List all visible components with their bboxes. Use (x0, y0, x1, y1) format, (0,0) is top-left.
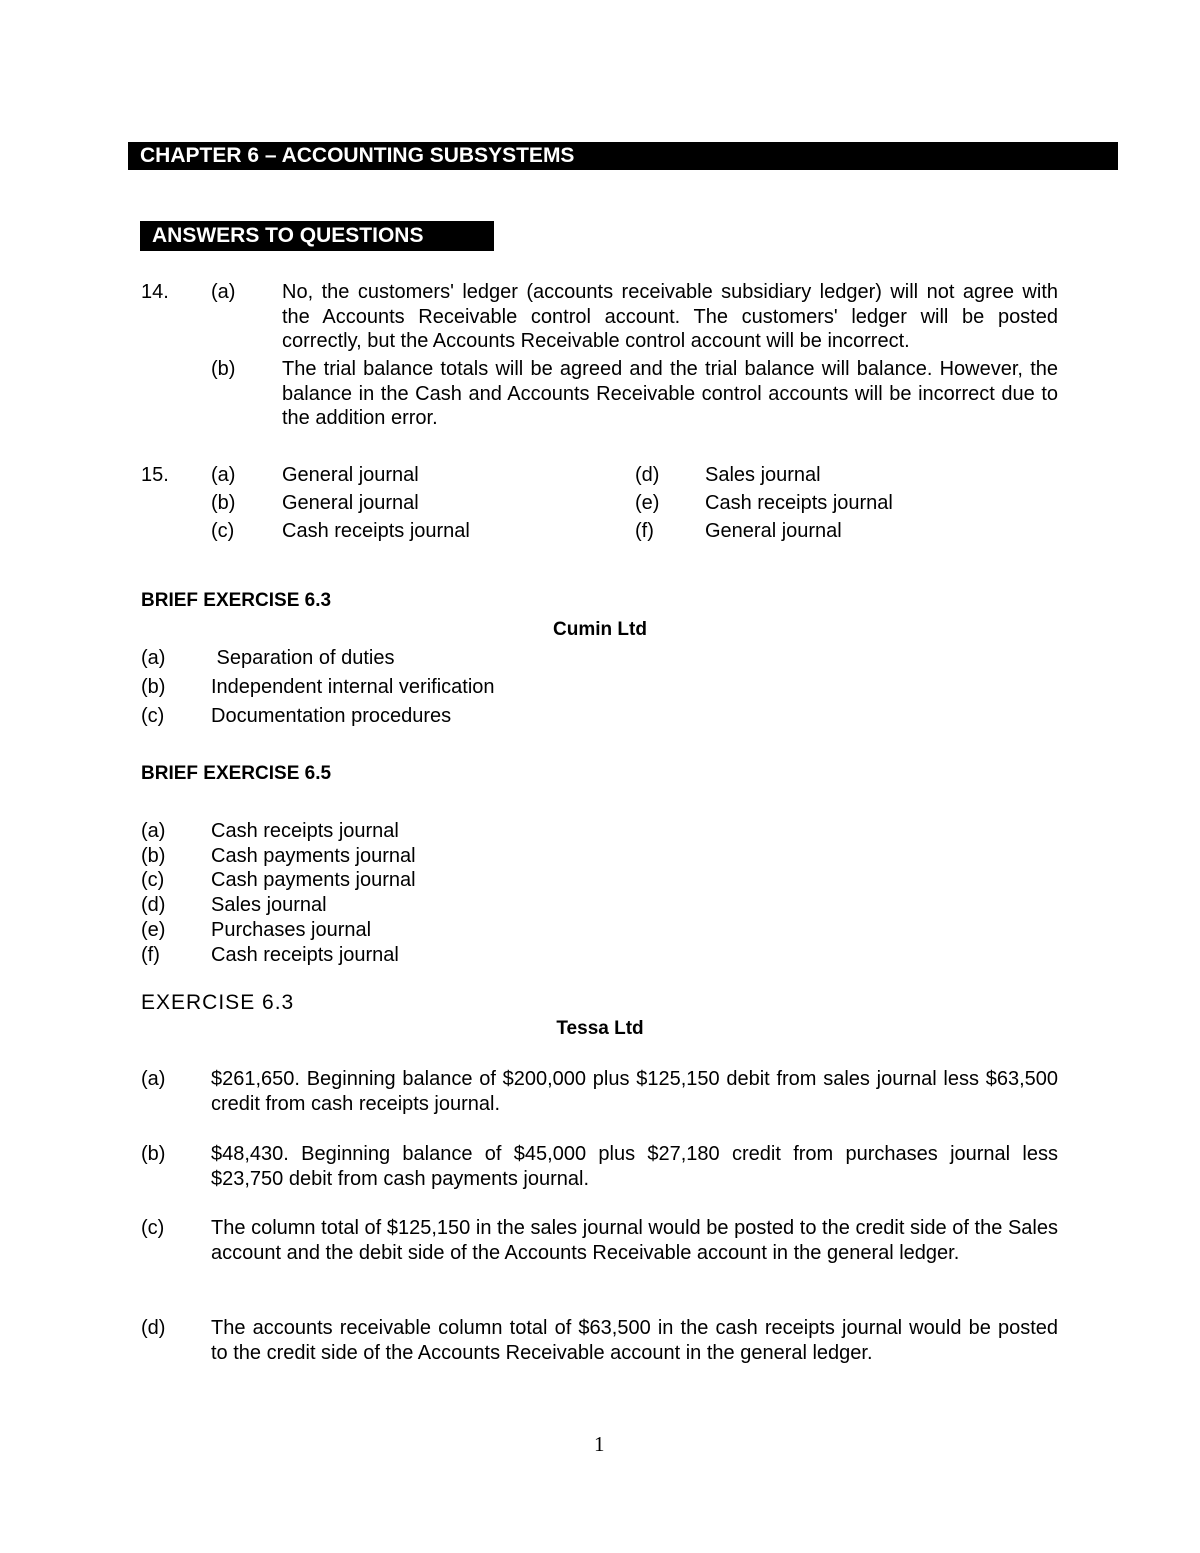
item-text: Sales journal (705, 464, 821, 486)
company-name: Cumin Ltd (553, 619, 647, 640)
item-text: Purchases journal (211, 919, 372, 941)
item-text: Cash receipts journal (705, 492, 893, 514)
answer-text: The accounts receivable column total of $63,500 in the cash receipts journal would be posted to the credit side of the Accounts Receivable account in the general ledger. (211, 1317, 1058, 1364)
item-label: (a) (141, 647, 166, 669)
answer-text: $261,650. Beginning balance of $200,000 plus $125,150 debit from sales journal less $63,500 credit from cash receipts journal. (211, 1068, 1058, 1115)
item-text: Sales journal (211, 894, 327, 916)
section-title: ANSWERS TO QUESTIONS (140, 221, 494, 251)
section-heading: EXERCISE 6.3 (141, 991, 295, 1014)
chapter-title: CHAPTER 6 – ACCOUNTING SUBSYSTEMS (128, 142, 1118, 170)
question-number: 14. (141, 281, 169, 303)
item-text: Cash payments journal (211, 845, 416, 867)
item-label: (a) (141, 1068, 166, 1090)
item-label: (c) (141, 1217, 165, 1239)
item-label: (a) (211, 464, 236, 486)
item-label: (b) (141, 1143, 166, 1165)
item-label: (b) (141, 845, 166, 867)
item-label: (c) (141, 869, 165, 891)
item-label: (d) (141, 894, 166, 916)
item-label: (c) (211, 520, 235, 542)
answer-text: The trial balance totals will be agreed and the trial balance will balance. However, the balance in the Cash and Accounts Receivable control accounts will be incorrect due to the addition error. (282, 358, 1058, 429)
answer-text: No, the customers' ledger (accounts receivable subsidiary ledger) will not agree with the Accounts Receivable control account. The customers' ledger will be posted correctly, but the Accounts Receivable control account will be incorrect. (282, 281, 1058, 352)
item-label: (a) (211, 281, 236, 303)
item-label: (e) (141, 919, 166, 941)
item-label: (f) (141, 944, 160, 966)
item-label: (c) (141, 705, 165, 727)
item-text: Documentation procedures (211, 705, 452, 727)
answer-text: The column total of $125,150 in the sales journal would be posted to the credit side of the Sales account and the debit side of the Accounts Receivable account in the general ledger. (211, 1217, 1058, 1264)
item-label: (b) (211, 492, 236, 514)
item-text: Cash receipts journal (282, 520, 470, 542)
item-label: (b) (211, 358, 236, 380)
item-text: Independent internal verification (211, 676, 495, 698)
question-number: 15. (141, 464, 169, 486)
item-text: General journal (282, 464, 419, 486)
company-name: Tessa Ltd (556, 1018, 644, 1039)
item-text: Cash receipts journal (211, 820, 399, 842)
item-label: (f) (635, 520, 654, 542)
item-label: (a) (141, 820, 166, 842)
item-text: Cash payments journal (211, 869, 416, 891)
item-text: Separation of duties (211, 647, 395, 669)
item-text: Cash receipts journal (211, 944, 399, 966)
answer-text: $48,430. Beginning balance of $45,000 plus $27,180 credit from purchases journal less $23,750 debit from cash payments journal. (211, 1143, 1058, 1190)
section-heading: BRIEF EXERCISE 6.3 (141, 590, 332, 611)
item-label: (d) (141, 1317, 166, 1339)
item-label: (e) (635, 492, 660, 514)
item-label: (d) (635, 464, 660, 486)
item-text: General journal (705, 520, 842, 542)
item-label: (b) (141, 676, 166, 698)
page-number: 1 (594, 1432, 605, 1456)
section-heading: BRIEF EXERCISE 6.5 (141, 763, 332, 784)
item-text: General journal (282, 492, 419, 514)
